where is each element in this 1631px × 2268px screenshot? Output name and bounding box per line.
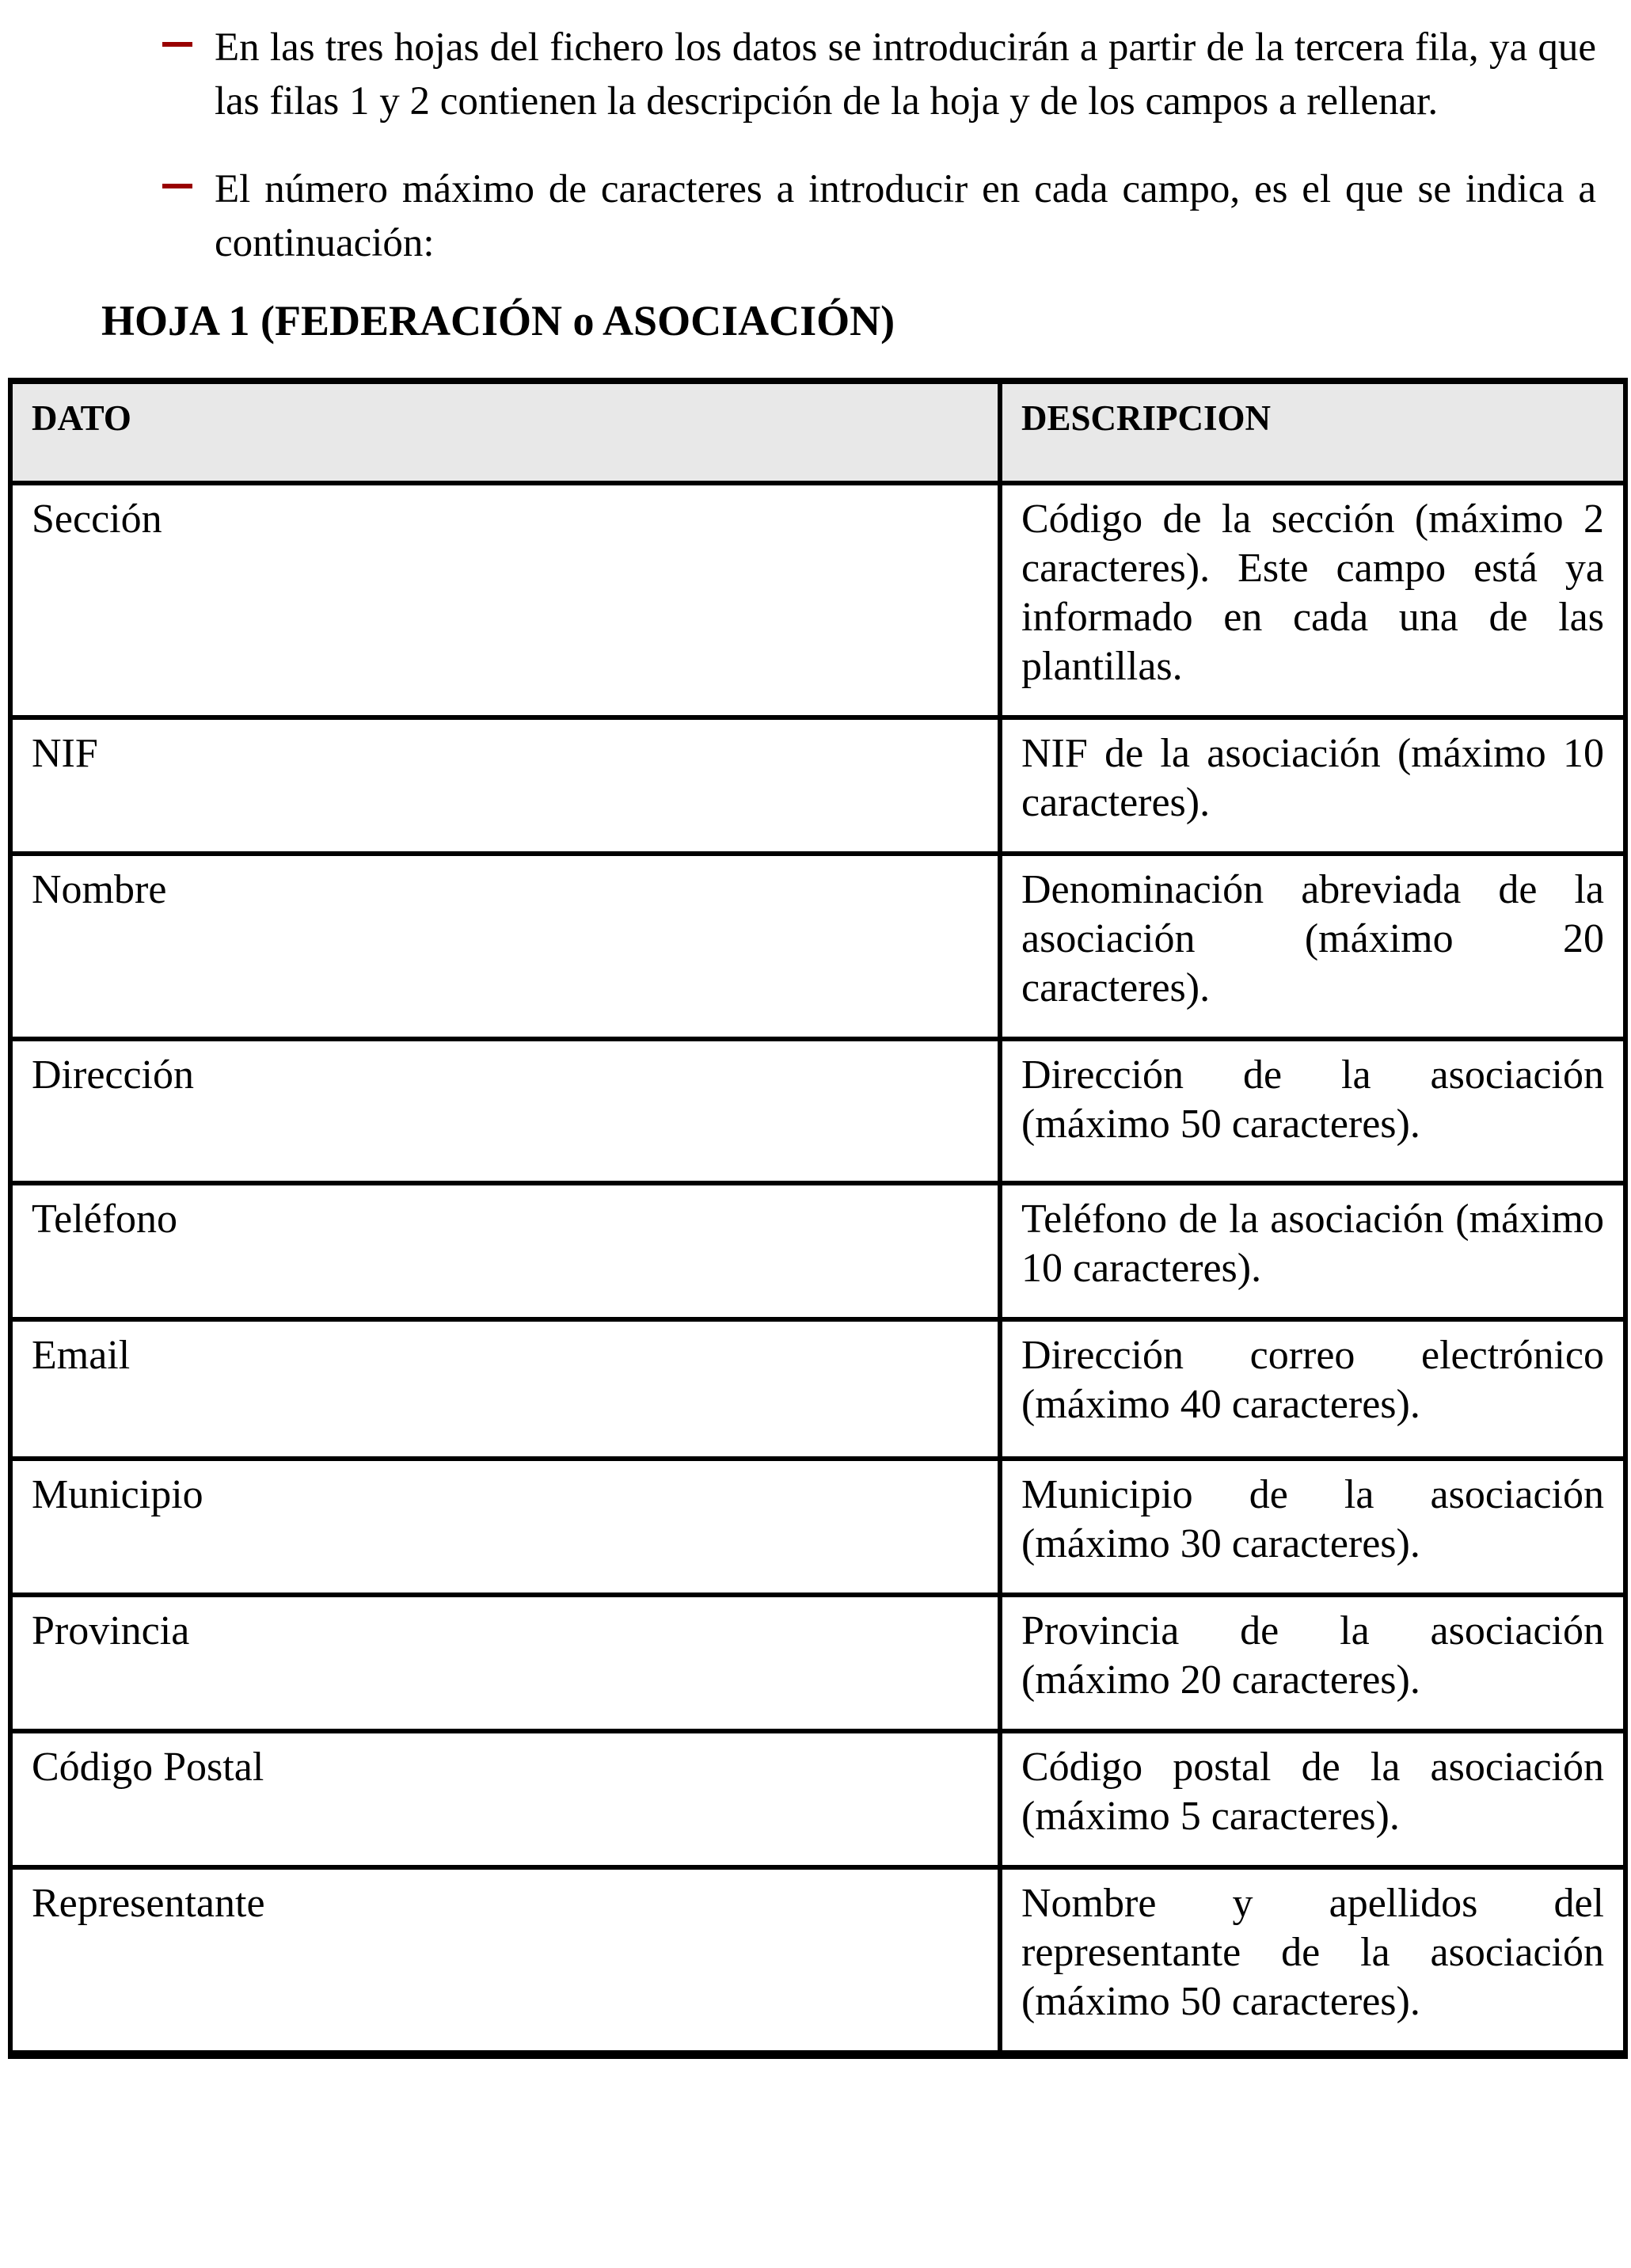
bullet-item <box>162 162 1631 270</box>
dato-cell: Dirección <box>10 1039 1000 1183</box>
bullet-item <box>162 21 1631 128</box>
dato-cell: Teléfono <box>10 1183 1000 1319</box>
dato-cell: Provincia <box>10 1595 1000 1731</box>
descripcion-cell: Teléfono de la asociación (máximo 10 caracteres). <box>1000 1183 1625 1319</box>
dato-cell: Código Postal <box>10 1731 1000 1867</box>
data-description-table <box>8 378 1628 2059</box>
descripcion-cell: Dirección de la asociación (máximo 50 caracteres). <box>1000 1039 1625 1183</box>
dato-cell: Representante <box>10 1867 1000 2055</box>
descripcion-cell: Municipio de la asociación (máximo 30 caracteres). <box>1000 1459 1625 1595</box>
dato-cell: Sección <box>10 483 1000 717</box>
page-title: HOJA 1 (FEDERACIÓN o ASOCIACIÓN) <box>101 297 895 344</box>
descripcion-cell: Denominación abreviada de la asociación (máximo 20 caracteres). <box>1000 854 1625 1039</box>
descripcion-cell: Código postal de la asociación (máximo 5 caracteres). <box>1000 1731 1625 1867</box>
table-row <box>10 854 1625 1039</box>
table-row <box>10 1319 1625 1459</box>
bullet-marker-column <box>162 162 215 270</box>
table-body <box>10 483 1625 2055</box>
table-row <box>10 1731 1625 1867</box>
table-row <box>10 1595 1625 1731</box>
table-row <box>10 717 1625 854</box>
descripcion-cell: Código de la sección (máximo 2 caracteres). Este campo está ya informado en cada una de las plantillas. <box>1000 483 1625 717</box>
table-header-row <box>10 381 1625 483</box>
bullet-marker-column <box>162 21 215 128</box>
descripcion-cell: Dirección correo electrónico (máximo 40 caracteres). <box>1000 1319 1625 1459</box>
column-header-descripcion: DESCRIPCION <box>1000 381 1625 483</box>
table-row <box>10 1039 1625 1183</box>
descripcion-cell: Nombre y apellidos del representante de la asociación (máximo 50 caracteres). <box>1000 1867 1625 2055</box>
dato-cell: Municipio <box>10 1459 1000 1595</box>
table-row <box>10 1459 1625 1595</box>
table-row <box>10 483 1625 717</box>
dato-cell: Email <box>10 1319 1000 1459</box>
bullet-text: En las tres hojas del fichero los datos se introducirán a partir de la tercera fila, ya que las filas 1 y 2 contienen la descripción de la hoja y de los campos a rellenar. <box>215 25 1596 124</box>
descripcion-cell: Provincia de la asociación (máximo 20 caracteres). <box>1000 1595 1625 1731</box>
bullet-text: El número máximo de caracteres a introducir en cada campo, es el que se indica a continuación: <box>215 167 1596 265</box>
table-row <box>10 1867 1625 2055</box>
column-header-dato: DATO <box>10 381 1000 483</box>
dato-cell: NIF <box>10 717 1000 854</box>
dash-bullet-icon <box>162 42 192 47</box>
dato-cell: Nombre <box>10 854 1000 1039</box>
table-row <box>10 1183 1625 1319</box>
descripcion-cell: NIF de la asociación (máximo 10 caracteres). <box>1000 717 1625 854</box>
dash-bullet-icon <box>162 184 192 188</box>
